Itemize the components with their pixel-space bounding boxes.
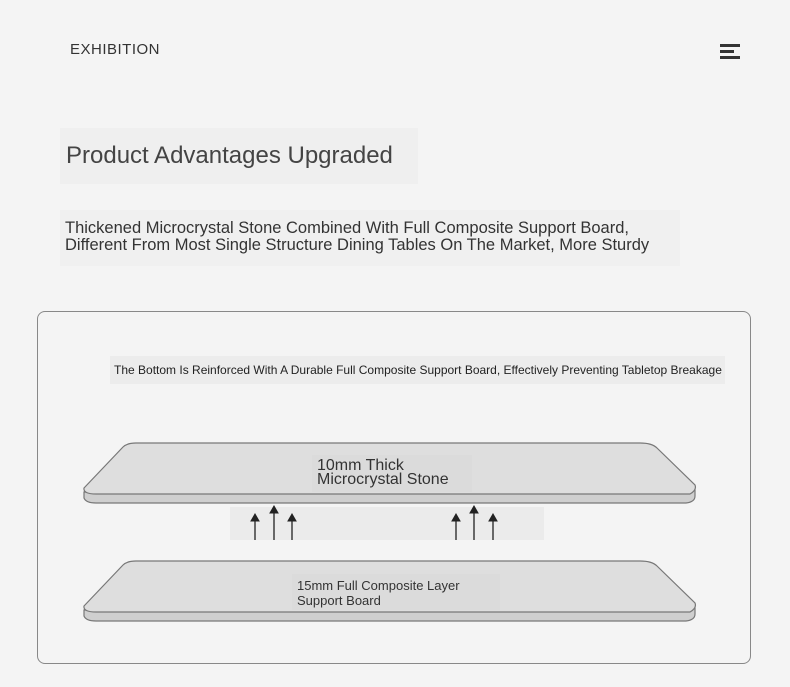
brand-label[interactable]: EXHIBITION	[70, 41, 161, 58]
description-line-1: Thickened Microcrystal Stone Combined With Full Composite Support Board,	[65, 219, 629, 237]
top-layer-line-2: Microcrystal Stone	[317, 471, 449, 488]
microcrystal-stone-label	[317, 459, 449, 487]
top-layer-line-1: 10mm Thick	[317, 457, 404, 474]
support-board-label	[297, 578, 460, 608]
diagram-note: The Bottom Is Reinforced With A Durable Full Composite Support Board, Effectively Preventing Tabletop Breakage	[114, 363, 722, 377]
bottom-layer-line-1: 15mm Full Composite Layer	[297, 578, 460, 593]
description-line-2: Different From Most Single Structure Dining Tables On The Market, More Sturdy	[65, 236, 650, 254]
bottom-layer-line-2: Support Board	[297, 593, 381, 608]
section-title: Product Advantages Upgraded	[66, 142, 393, 169]
